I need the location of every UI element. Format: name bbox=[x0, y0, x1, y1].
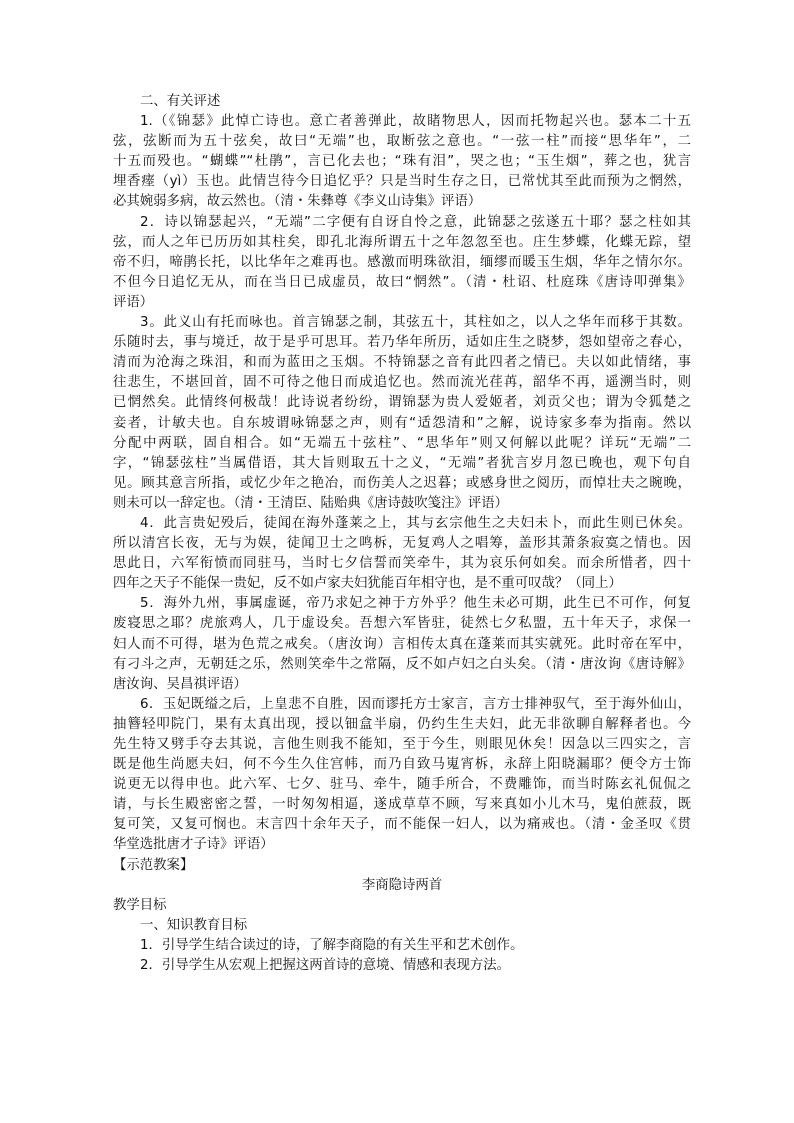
comment-line: 见。顾其意言所指，或忆少年之艳冶，而伤美人之迟暮；或感身世之阅历，而悼壮夫之晼晚， bbox=[113, 475, 691, 491]
comment-4 bbox=[113, 514, 691, 594]
comment-line: 不但今日追忆无从，而在当日已成虚员，故曰“惘然”。（清・杜诏、杜庭珠《唐诗叩弹集》 bbox=[113, 274, 691, 290]
comment-line: 则未可以一辞定也。（清・王清臣、陆贻典《唐诗鼓吹笺注》评语） bbox=[113, 495, 509, 511]
section-heading: 二、有关评述 bbox=[140, 94, 221, 109]
comment-line: 乐随时去，事与境迁，故于是乎可思耳。若乃华年所历，适如庄生之晓梦，怨如望帝之春心， bbox=[113, 335, 691, 351]
comment-line: 4．此言贵妃殁后，徒闻在海外蓬莱之上，其与玄宗他生之夫妇未卜，而此生则已休矣。 bbox=[140, 515, 691, 531]
comment-line: 弦，弦断而为五十弦矣，故曰“无端”也，取断弦之意也。“一弦一柱”而接“思华年”，二 bbox=[113, 134, 691, 150]
comment-line: 先生特又劈手夺去其说，言他生则我不能知，至于今生，则眼见休矣！因急以三四实之，言 bbox=[113, 737, 691, 752]
comment-line: 华堂选批唐才子诗》评语） bbox=[113, 837, 274, 853]
comment-line: 1.（《锦瑟》此悼亡诗也。意亡者善弹此，故睹物思人，因而托物起兴也。瑟本二十五 bbox=[140, 114, 691, 130]
goal-item: 2．引导学生从宏观上把握这两首诗的意境、情感和表现方法。 bbox=[140, 958, 511, 974]
comment-line: 往悲生，不堪回首，固不可待之他日而成追忆也。然而流光荏苒，韶华不再，遥溯当时，则 bbox=[113, 375, 691, 391]
comment-line: 唐汝询、吴昌祺评语） bbox=[113, 676, 247, 692]
comment-line: 清而为沧海之珠泪，和而为蓝田之玉烟。不特锦瑟之音有此四者之情已。夫以如此情绪，事 bbox=[113, 355, 691, 371]
comment-line: 妾者，计敏夫也。自东坡谓咏锦瑟之声，则有“适怨清和”之解，说诗家多奉为指南。然以 bbox=[113, 415, 691, 431]
comment-line: 必其婉弱多病，故云然也。（清・朱彝尊《李义山诗集》评语） bbox=[113, 194, 482, 210]
comment-5 bbox=[113, 594, 691, 694]
comment-line: 弦，而人之年已历历如其柱矣，即孔北海所谓五十之年忽忽至也。庄生梦蝶，化蝶无踪，望 bbox=[113, 234, 691, 250]
document-body bbox=[113, 92, 691, 976]
knowledge-goal-label: 一、知识教育目标 bbox=[140, 917, 248, 933]
comment-line: 评语） bbox=[113, 294, 154, 310]
comment-line: 既是他生尚愿夫妇，何不今生久住宫帏，而乃自致马嵬宵柝，永辞上阳晓漏耶？便令方士饰 bbox=[113, 757, 691, 773]
goal-item: 1．引导学生结合读过的诗，了解李商隐的有关生平和艺术创作。 bbox=[140, 937, 524, 953]
comment-line: 2．诗以锦瑟起兴，“无端”二字便有自讶自怜之意，此锦瑟之弦遂五十耶？瑟之柱如其 bbox=[140, 214, 691, 230]
comment-line: 字，“锦瑟弦柱”当属借语，其大旨则取五十之义，“无端”者犹言岁月忽已晚也，观下句自 bbox=[113, 455, 691, 471]
comment-line: 3。此义山有托而咏也。首言锦瑟之制，其弦五十，其柱如之，以人之华年而移于其数。 bbox=[140, 315, 691, 331]
comment-line: 十五而殁也。“蝴蝶”“杜鹃”，言已化去也；“珠有泪”，哭之也；“玉生烟”，葬之也，犹言 bbox=[113, 154, 691, 170]
comment-line: 复可笑，又复可悯也。末言四十余年天子，而不能保一妇人，以为痛戒也。（清・金圣叹《贯 bbox=[113, 817, 691, 833]
comment-3 bbox=[113, 313, 691, 514]
comment-line: 分配中两联，固自相合。如“无端五十弦柱”、“思华年”则又何解以此呢？详玩“无端”二 bbox=[113, 435, 691, 451]
comment-line: 所以清宫长夜，无与为娱，徒闻卫士之鸣柝，无复鸡人之唱筹，盖形其萧条寂寞之情也。因 bbox=[113, 536, 691, 552]
comment-1 bbox=[113, 112, 691, 212]
comment-line: 说更无以得申也。此六军、七夕、驻马、牵牛，随手所合，不费雕饰，而当时陈玄礼侃侃之 bbox=[113, 777, 691, 793]
comment-2 bbox=[113, 213, 691, 313]
comment-line: 5．海外九州，事属虚诞，帝乃求妃之神于方外乎？他生未必可期，此生已不可作，何复 bbox=[140, 596, 691, 612]
comment-line: 抽簪轻叩院门，果有太真出现，授以钿盒半扇，仍约生生夫妇，此无非欲聊自解释者也。今 bbox=[113, 716, 691, 732]
teaching-goals-label: 教学目标 bbox=[113, 897, 167, 913]
comment-line: 请，与长生殿密密之誓，一时匆匆相逼，遂成草草不顾，写来真如小儿木马，鬼伯蔗菽，既 bbox=[113, 797, 691, 813]
comment-line: 四年之天子不能保一贵妃，反不如卢家夫妇犹能百年相守也，是不重可叹哉？（同上） bbox=[113, 576, 622, 592]
comment-line: 废寝思之耶？虎旅鸡人，几于虚设矣。吾想六军皆驻，徒然七夕私盟，五十年天子，求保一 bbox=[113, 616, 691, 632]
comment-line: 6．玉妃既缢之后，上皇悲不自胜，因而谬托方士家言，言方士排神驭气，至于海外仙山， bbox=[140, 696, 691, 712]
comment-line: 埋香瘗（yì）玉也。此情岂待今日追忆乎？只是当时生存之日，已常忧其至此而预为之惘然， bbox=[113, 174, 691, 190]
comment-line: 已惘然矣。此情终何极哉！此诗说者纷纷，谓锦瑟为贵人爱姬者，刘贡父也；谓为令狐楚之 bbox=[113, 395, 691, 411]
comment-line: 帝不归，啼鹃长托，以比华年之难再也。感激而明珠欲泪，缅缪而暖玉生烟，华年之情尔尔。 bbox=[113, 254, 691, 270]
comment-line: 有刁斗之声，无朝廷之乐，然则笑牵牛之常隔，反不如卢妇之白头矣。（清・唐汝询《唐诗解》 bbox=[113, 656, 691, 672]
comment-line: 思此日，六军衔愤而同驻马，当时七夕信誓而笑牵牛，其为哀乐何如矣。而余所惜者，四十 bbox=[113, 556, 691, 572]
comment-6 bbox=[113, 695, 691, 856]
plan-title: 李商隐诗两首 bbox=[361, 877, 443, 893]
comment-line: 妇人而不可得，堪为色荒之戒矣。（唐汝询）言相传太真在蓬莱而其实就死。此时帝在军中， bbox=[113, 636, 691, 652]
model-plan-heading: 【示范教案】 bbox=[113, 857, 194, 873]
